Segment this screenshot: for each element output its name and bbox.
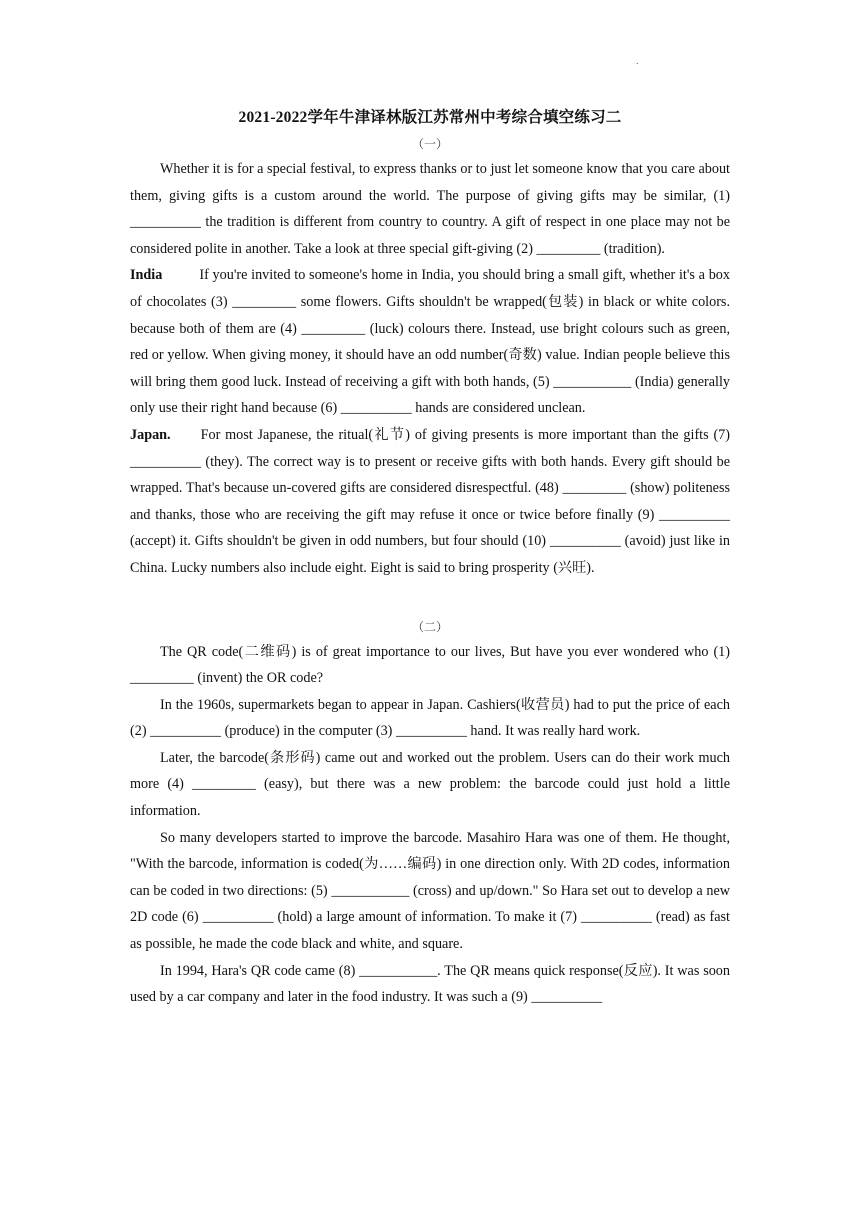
qr-paragraph-5: In 1994, Hara's QR code came (8) ___________. The QR means quick response(反应). It was soon used by a car company and later in the food industry. It was such a (9) __________ bbox=[130, 962, 730, 1006]
section-two-label: （二） bbox=[411, 619, 448, 634]
india-heading: India bbox=[130, 267, 163, 284]
document-title: 2021-2022学年牛津译林版江苏常州中考综合填空练习二 bbox=[238, 109, 622, 126]
section-one-label: （一） bbox=[411, 137, 448, 151]
india-text: If you're invited to someone's home in India, you should bring a small gift, whether it's a box of chocolates (3) _________ some flowers. Gifts shouldn't be wrapped(包装) in black or white colors. because both of them are (4) _________ (luck) colours there. Instead, use bright colours such as green, red or yellow. When giving money, it should have an odd number(奇数) value. Indian people believe this will bring them good luck. Instead of receiving a gift with both hands, (5) ___________ (India) generally only use their right hand because (6) __________ hands are considered unclean. bbox=[130, 267, 730, 417]
qr-paragraph-4: So many developers started to improve the barcode. Masahiro Hara was one of them. He thought, "With the barcode, information is coded(为……编码) in one direction only. With 2D codes, information can be coded in two directions: (5) ___________ (cross) and up/down." So Hara set out to develop a new 2D code (6) __________ (hold) a large amount of information. To make it (7) __________ (read) as fast as possible, he made the code black and white, and square. bbox=[130, 829, 730, 953]
header-mark: . bbox=[636, 56, 639, 67]
qr-paragraph-1: The QR code(二维码) is of great importance to our lives, But have you ever wondered who (1) _________ (invent) the OR code? bbox=[130, 643, 730, 687]
section-one-intro-paragraph: Whether it is for a special festival, to express thanks or to just let someone know that you care about them, giving gifts is a custom around the world. The purpose of giving gifts may be similar, (1) __________ the tradition is different from country to country. A gift of respect in one place may not be considered polite in another. Take a look at three special gift-giving (2) _________ (tradition). bbox=[130, 161, 730, 257]
india-paragraph bbox=[130, 262, 730, 422]
japan-text: For most Japanese, the ritual(礼节) of giving presents is more important than the gifts (7) __________ (they). The correct way is to present or receive gifts with both hands. Every gift should be wrapped. That's because un-covered gifts are considered disrespectful. (48) _________ (show) politeness and thanks, those who are receiving the gift may refuse it once or twice before finally (9) __________ (accept) it. Gifts shouldn't be given in odd numbers, but four should (10) __________ (avoid) just like in China. Lucky numbers also include eight. Eight is said to bring prosperity (兴旺). bbox=[130, 426, 730, 576]
qr-paragraph-2: In the 1960s, supermarkets began to appear in Japan. Cashiers(收营员) had to put the price of each (2) __________ (produce) in the computer (3) __________ hand. It was really hard work. bbox=[130, 696, 730, 740]
qr-paragraph-3: Later, the barcode(条形码) came out and worked out the problem. Users can do their work much more (4) _________ (easy), but there was a new problem: the barcode could just hold a little information. bbox=[130, 749, 730, 820]
document-page bbox=[130, 100, 730, 1011]
japan-heading: Japan. bbox=[130, 426, 171, 443]
japan-paragraph bbox=[130, 422, 730, 582]
